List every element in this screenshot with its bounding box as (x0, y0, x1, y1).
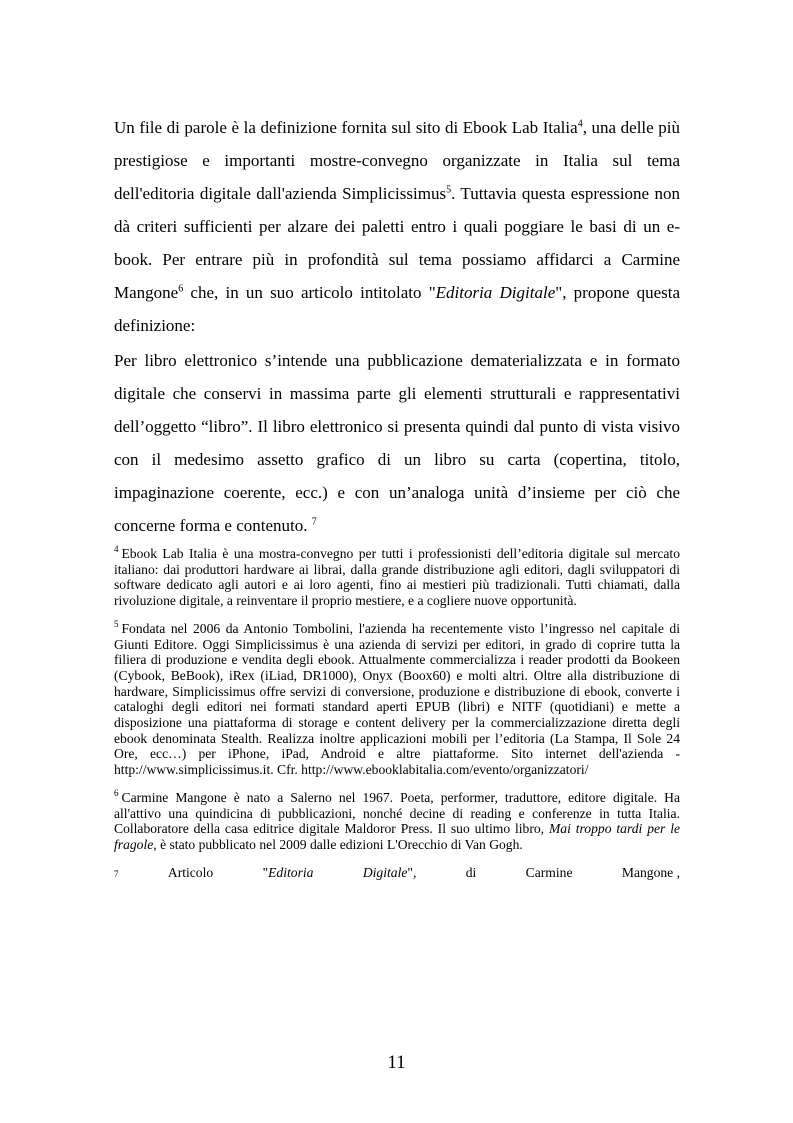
paragraph-1-segment: . Tuttavia questa espressione non dà criteri sufficienti per alzare dei paletti entro i quali poggiare le basi di un e-book. Per entrare più in profondità sul tema possiamo affidarci a Carmine Mangone (114, 184, 680, 302)
footnotes (114, 546, 680, 880)
footnote-word (363, 865, 417, 881)
italic-word: Digitale (362, 864, 408, 880)
footnote-ref-4: 4 (577, 118, 583, 130)
page-number: 11 (387, 1052, 406, 1073)
footnote-text: Ebook Lab Italia è una mostra-convegno per tutti i professionisti dell’editoria digitale sul mercato italiano: dai produttori hardware ai librai, dalla grande distribuzione agli editori, dagli sviluppatori di software dedicato agli autori e ai loro agenti, fino ai mestieri più tradizionali. Tutti chiamati, dalla rivoluzione digitale, a reinventare il proprio mestiere, e a cogliere nuove opportunità. (114, 546, 680, 609)
paragraph-1-segment: che, in un suo articolo intitolato " (183, 283, 436, 302)
footnote-number: 4 (114, 544, 119, 555)
footnote-5 (114, 621, 680, 778)
footnote-word: Carmine (525, 864, 573, 880)
footnote-word (263, 865, 314, 881)
body-paragraph-1 (114, 111, 680, 342)
quote-mark: ", (407, 864, 417, 880)
footnote-word: Mangone , (621, 864, 680, 880)
footnote-ref-5: 5 (446, 184, 452, 196)
footnote-text: Fondata nel 2006 da Antonio Tombolini, l'azienda ha recentemente visto l’ingresso nel capitale di Giunti Editore. Oggi Simplicissimus è una azienda di servizi per editori, in grado di coprire tutta la filiera di produzione e vendita degli ebook. Attualmente commercializza i reader prodotti da Bookeen (Cybook, BeBook), iRex (iLiad, DR1000), Onyx (Boox60) e molti altri. Oltre alla distribuzione di hardware, Simplicissimus offre servizi di conversione, produzione e distribuzione di ebook, converte i cataloghi degli editori nei formati standard aperti EPUB (libri) e NITF (quotidiani) e mette a disposizione una piattaforma di storage e content delivery per la commercializzazione diretta degli ebook denominata Stealth. Realizza inoltre applicazioni mobili per l’editoria (La Stampa, Il Sole 24 Ore, ecc…) per iPhone, iPad, Android e altre piattaforme. Sito internet dell'azienda - http://www.simplicissimus.it. Cfr. http://www.ebooklabitalia.com/evento/organizzatori/ (114, 620, 680, 778)
footnote-ref-7: 7 (311, 516, 317, 528)
footnote-text: , è stato pubblicato nel 2009 dalle edizioni L'Orecchio di Van Gogh. (153, 836, 523, 852)
paragraph-1-segment: ", propone questa definizione: (114, 283, 681, 335)
quoted-definition: Per libro elettronico s’intende una pubblicazione dematerializzata e in formato digitale che conservi in massima parte gli elementi strutturali e rappresentativi dell’oggetto “libro”. Il libro elettronico si presenta quindi dal punto di vista visivo con il medesimo assetto grafico di un libro su carta (copertina, titolo, impaginazione coerente, ecc.) e con un’analoga unità d’insieme per ciò che concerne forma e contenuto. (114, 351, 680, 535)
footnote-number: 6 (114, 788, 119, 799)
italic-word: Editoria (268, 864, 314, 880)
footnote-6 (114, 790, 680, 853)
paragraph-1-text (114, 111, 680, 342)
quote-mark: " (262, 864, 269, 880)
article-title-italic: Editoria Digitale (435, 283, 556, 302)
footnote-4 (114, 546, 680, 609)
footnote-7: 7 Articolo "Editoria Digitale", di Carmine Mangone , (114, 864, 680, 880)
footnote-number: 5 (114, 619, 119, 630)
book-title-italic: Mai troppo tardi per le fragole (114, 821, 681, 852)
body-paragraph-2 (114, 344, 680, 542)
paragraph-1-segment: , una delle più prestigiose e importanti mostre-convegno organizzate in Italia sul tema dell'editoria digitale dall'azienda Simplicissimus (114, 118, 680, 203)
footnote-word: di (465, 864, 477, 880)
paragraph-2-text (114, 344, 680, 542)
footnote-text: Carmine Mangone è nato a Salerno nel 1967. Poeta, performer, traduttore, editore digitale. Ha all'attivo una quindicina di pubblicazioni, nonché decine di reading e conferenze in tutta Italia. Collaboratore della casa editrice digitale Maldoror Press. Il suo ultimo libro, (114, 789, 680, 837)
footnote-ref-6: 6 (178, 283, 184, 295)
paragraph-1-segment: Un file di parole è la definizione fornita sul sito di Ebook Lab Italia (114, 118, 578, 137)
footnote-word: Articolo (167, 864, 214, 880)
